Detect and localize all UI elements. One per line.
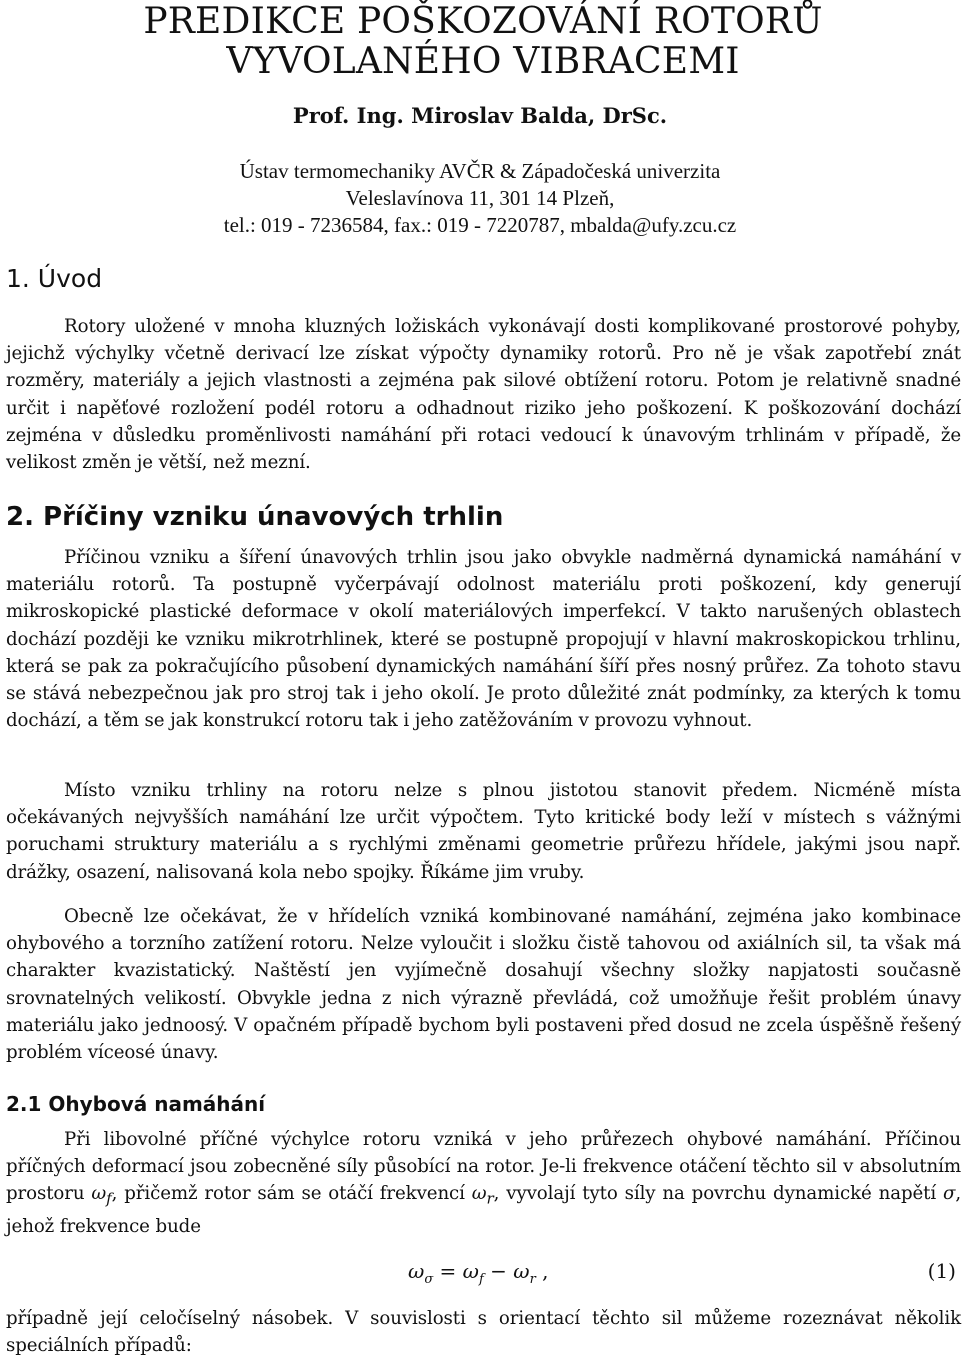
affiliation-line-2: Veleslavínova 11, 301 14 Plzeň, [345, 186, 615, 210]
paragraph-causes-2: Místo vzniku trhliny na rotoru nelze s plnou jistotou stanovit předem. Nicméně místa očekávaných nejvyšších namáhání lze určit výpočtem. Tyto kritické body leží v místech s vážnými poruchami struktury materiálu a s rychlými změnami geometrie průřezu hřídele, jakými jsou např. drážky, osazení, nalisovaná kola nebo spojky. Říkáme jim vruby. [6, 780, 961, 883]
paragraph-bending-2: případně její celočíselný násobek. V souvislosti s orientací těchto sil můžeme rozeznávat několik speciálních případů: [6, 1308, 961, 1357]
equation-number: (1) [927, 1259, 956, 1283]
paragraph-intro: Rotory uložené v mnoha kluzných ložiskách vykonávají dosti komplikované prostorové pohyby, jejichž výchylky včetně derivací lze získat výpočty dynamiky rotorů. Pro ně je však zapotřebí znát rozměry, materiály a jejich vlastnosti a zejména pak silové obtížení rotoru. Potom je relativně snadné určit i napěťové rozložení podél rotoru a odhadnout riziko jeho poškození. K poškozování dochází zejména v důsledku proměnlivosti namáhání při rotaci vedoucí k únavovým trhlinám v případě, že velikost změn je větší, než mezní. [6, 316, 961, 474]
eq-comma: , [535, 1259, 549, 1283]
omega-symbol: ω [91, 1183, 107, 1205]
subscript: f [106, 1190, 112, 1209]
subsection-heading-bending: 2.1 Ohybová namáhání [6, 1092, 266, 1116]
omega-symbol: ω [471, 1183, 487, 1205]
title-line-1: PREDIKCE POŠKOZOVÁNÍ ROTORŮ [143, 1, 823, 42]
eq-sub-r: r [529, 1272, 536, 1287]
eq-minus: − [483, 1259, 514, 1283]
equation-1 [0, 1255, 960, 1287]
paragraph-bending-1 [6, 1126, 961, 1240]
text-run: , přičemž rotor sám se otáčí frekvencí [111, 1183, 472, 1205]
subscript: r [486, 1190, 494, 1209]
paragraph-causes-3: Obecně lze očekávat, že v hřídelích vzniká kombinované namáhání, zejména jako kombinace ohybového a torzního zatížení rotoru. Nelze vyloučit i složku čistě tahovou od axiálních sil, ta však má charakter kvazistatický. Naštěstí jen vyjímečně dosahují všechny složky napjatosti současně srovnatelných velikostí. Obvykle jedna z nich výrazně převládá, což umožňuje řešit problém únavy materiálu jako jednoosý. V opačném případě bychom byli postaveni před dosud ne zcela úspěšně řešený problém víceosé únavy. [6, 906, 961, 1064]
sigma-symbol: σ [943, 1183, 956, 1205]
affiliation-line-1: Ústav termomechaniky AVČR & Západočeská univerzita [239, 159, 721, 183]
affiliation-line-3: tel.: 019 - 7236584, fax.: 019 - 7220787, mbalda@ufy.zcu.cz [223, 213, 737, 237]
eq-omega: ω [408, 1259, 425, 1283]
text-run: , jehož frekvence bude [6, 1183, 962, 1238]
eq-sub-f: f [478, 1272, 484, 1287]
eq-omega: ω [513, 1259, 530, 1283]
eq-sub-sigma: σ [424, 1272, 434, 1287]
text-run: , vyvolají tyto síly na povrchu dynamické napětí [493, 1183, 943, 1205]
section-heading-causes: 2. Příčiny vzniku únavových trhlin [6, 502, 504, 532]
paragraph-causes-1: Příčinou vzniku a šíření únavových trhlin jsou jako obvykle nadměrná dynamická namáhání v materiálu rotorů. Ta postupně vyčerpávají odolnost materiálu proti poškození, kdy generují mikroskopické plastické deformace v okolí materiálových imperfekcí. V takto narušených oblastech dochází později ke vzniku mikrotrhlinek, které se postupně propojují v hlavní makroskopickou trhlinu, která se pak za pokračujícího působení dynamických namáhání šíří přes nosný průřez. Za tohoto stavu se stává nebezpečnou jak pro stroj tak i jeho okolí. Je proto důležité znát podmínky, za kterých k tomu dochází, a těm se jak konstrukcí rotoru tak i jeho zatěžováním v provozu vyhnout. [6, 547, 961, 732]
text-run: Při libovolné příčné výchylce rotoru vzniká v jeho průřezech ohybové namáhání. Příčinou příčných deformací jsou zobecněné síly působící na rotor. Je-li frekvence otáčení těchto sil v absolutním prostoru [6, 1129, 961, 1205]
author: Prof. Ing. Miroslav Balda, DrSc. [292, 103, 668, 128]
equation-body [408, 1259, 549, 1287]
eq-omega: ω [462, 1259, 479, 1283]
section-heading-intro: 1. Úvod [6, 264, 103, 293]
title-line-2: VYVOLANÉHO VIBRACEMI [226, 41, 740, 82]
eq-equals: = [433, 1259, 463, 1283]
